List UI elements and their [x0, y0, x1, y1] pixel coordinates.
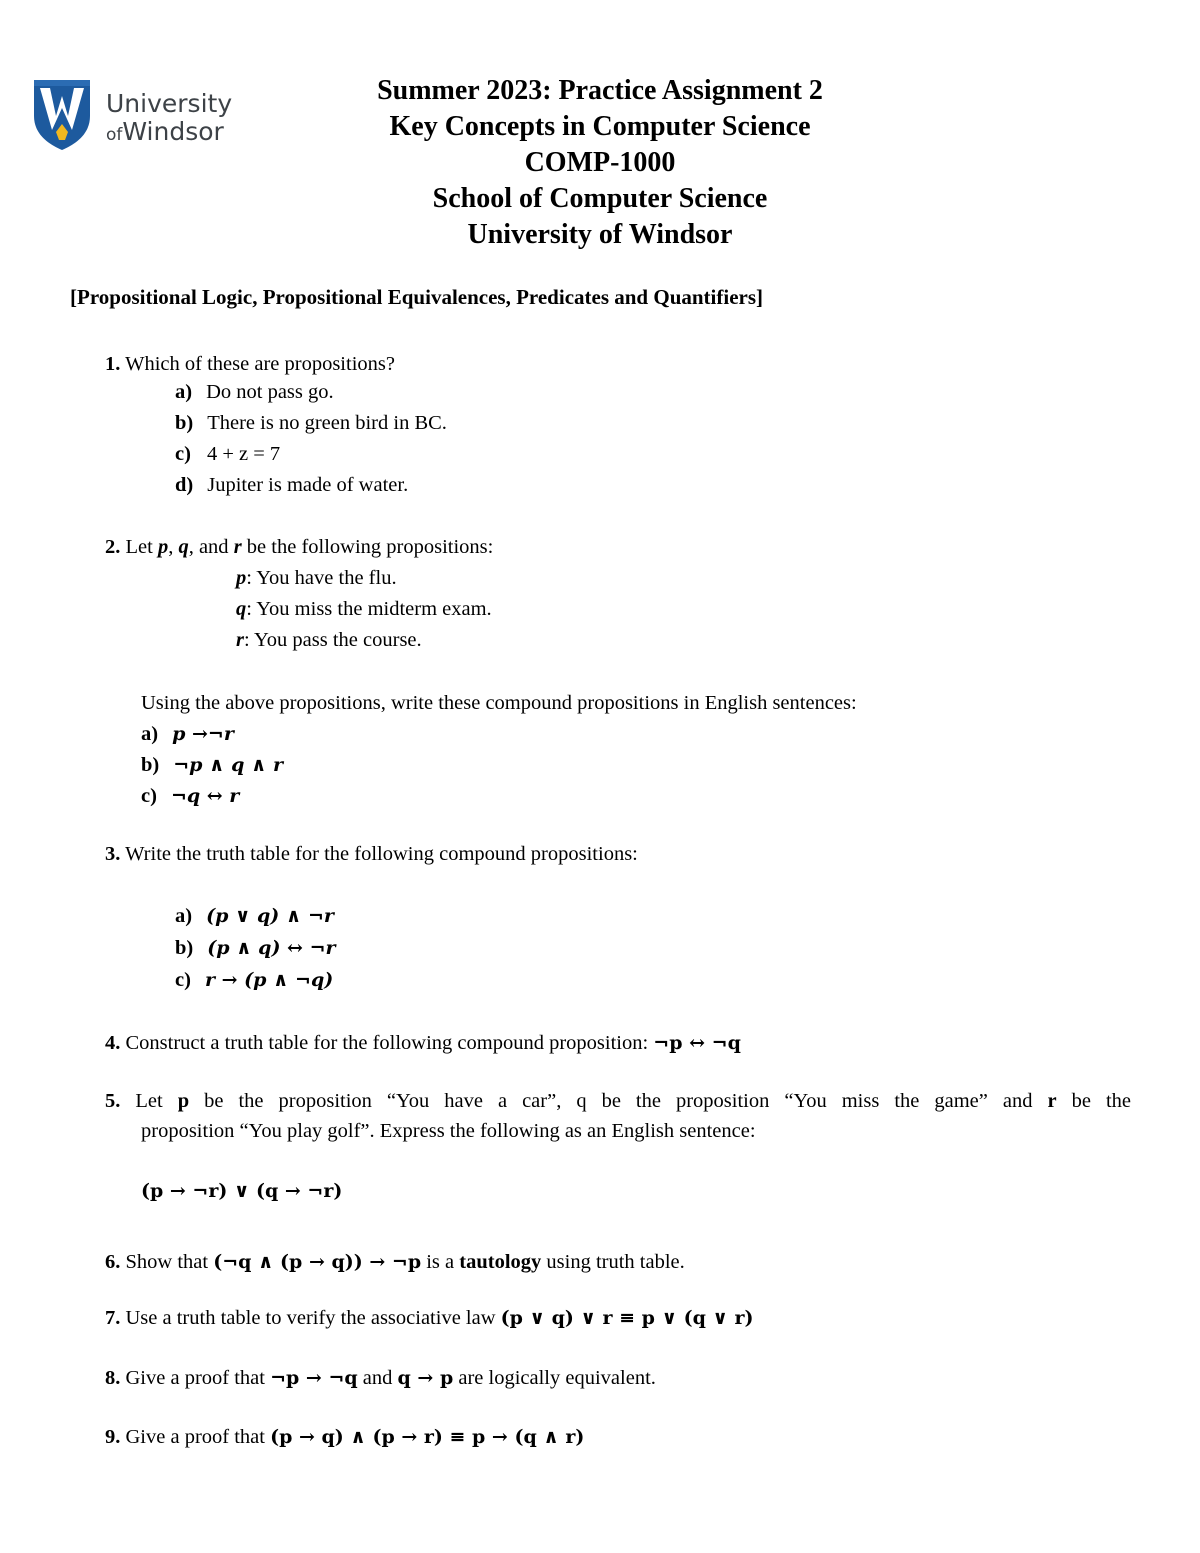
q1-item-c: c) 4 + z = 7: [175, 443, 281, 465]
q5-expression: (p → ¬r) ∨ (q → ¬r): [141, 1180, 343, 1202]
q1-item-b: b) There is no green bird in BC.: [175, 412, 447, 434]
header-line-4: School of Computer Science: [432, 183, 768, 214]
q2-def-q: q: You miss the midterm exam.: [236, 598, 492, 620]
header-line-2: Key Concepts in Computer Science: [389, 111, 811, 142]
q2-instruction: Using the above propositions, write these compound propositions in English sentences:: [141, 692, 857, 714]
q3-item-c: c) r → (p ∧ ¬q): [175, 969, 334, 991]
header-line-1: Summer 2023: Practice Assignment 2: [377, 75, 823, 106]
q2-item-b: b) ¬p ∧ q ∧ r: [141, 754, 284, 776]
q2-item-c: c) ¬q ↔ r: [141, 785, 240, 807]
question-4: 4. Construct a truth table for the following compound proposition: ¬p ↔ ¬q: [105, 1032, 741, 1054]
q2-def-r: r: You pass the course.: [236, 629, 422, 651]
logo-word-university: University: [106, 89, 233, 118]
question-3: 3. Write the truth table for the following compound propositions:: [105, 843, 638, 865]
q1-item-a: a) Do not pass go.: [175, 381, 334, 403]
q2-def-p: p: You have the flu.: [236, 567, 397, 589]
q2-item-a: a) p →¬r: [141, 723, 234, 745]
question-2: 2. Let p, q, and r be the following propositions:: [105, 536, 494, 558]
logo-word-windsor: ofWindsor: [106, 117, 224, 146]
question-5-line-2: proposition “You play golf”. Express the following as an English sentence:: [141, 1120, 756, 1142]
question-9: 9. Give a proof that (p → q) ∧ (p → r) ≡ p → (q ∧ r): [105, 1426, 585, 1448]
question-5: 5. Let p be the proposition “You have a car”, q be the proposition “You miss the game” and r be the: [105, 1090, 1131, 1112]
question-6: 6. Show that (¬q ∧ (p → q)) → ¬p is a tautology using truth table.: [105, 1251, 685, 1273]
q3-item-b: b) (p ∧ q) ↔ ¬r: [175, 937, 336, 959]
question-7: 7. Use a truth table to verify the associative law (p ∨ q) ∨ r ≡ p ∨ (q ∨ r): [105, 1307, 754, 1329]
header-line-3: COMP-1000: [524, 147, 676, 178]
question-8: 8. Give a proof that ¬p → ¬q and q → p are logically equivalent.: [105, 1367, 656, 1389]
q3-item-a: a) (p ∨ q) ∧ ¬r: [175, 905, 334, 927]
topics-line: [Propositional Logic, Propositional Equivalences, Predicates and Quantifiers]: [70, 285, 764, 309]
q1-item-d: d) Jupiter is made of water.: [175, 474, 409, 496]
header-line-5: University of Windsor: [467, 219, 733, 250]
question-1: 1. Which of these are propositions?: [105, 353, 395, 375]
